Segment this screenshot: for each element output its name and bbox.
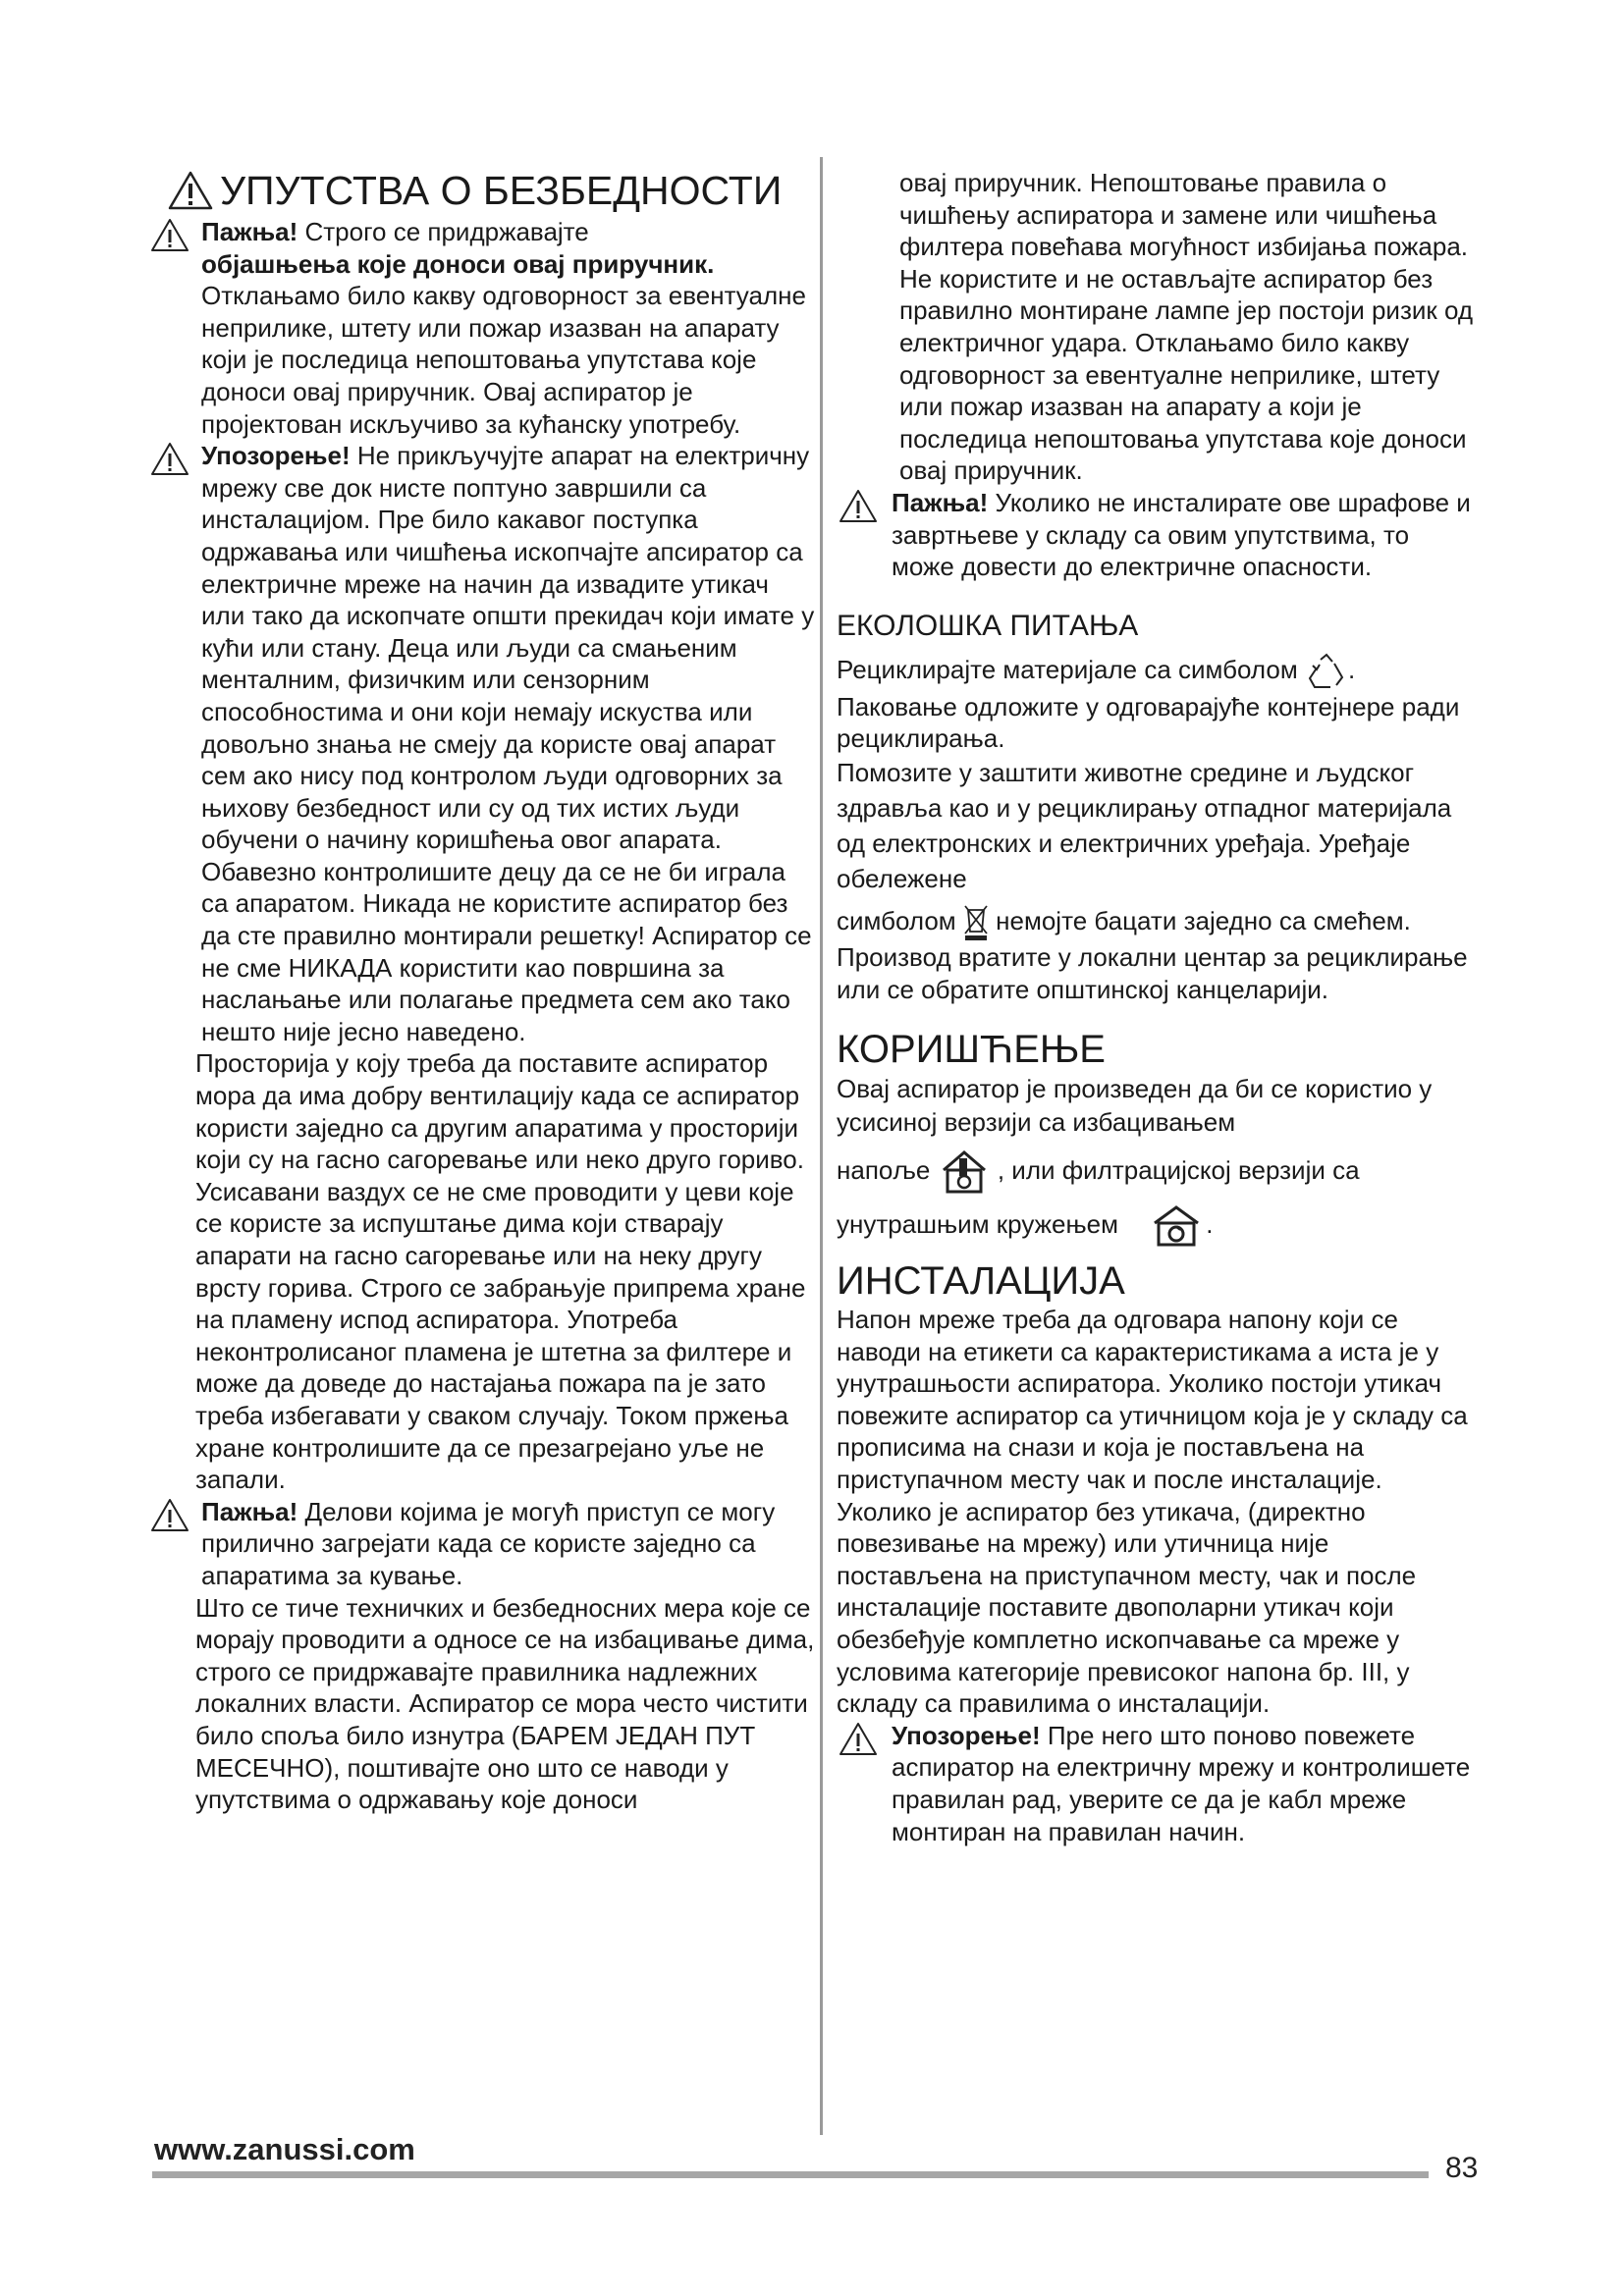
recirculation-mode-icon [1147, 1203, 1206, 1249]
warning-triangle-icon [839, 1722, 878, 1757]
footer-rule [152, 2171, 1429, 2178]
warning-block-2 [201, 440, 815, 1047]
installation-title: ИНСТАЛАЦИЈА [837, 1259, 1125, 1304]
warning-block-5 [837, 1720, 1475, 1847]
warning-1-text-c: Отклањамо било какву одговорност за евентуалне неприлике, штету или пожар изазван на апарату који је последица непоштовања упутстава које доноси овај приручник. Овај аспиратор је пројектован искључиво за кућанску употребу. [201, 281, 806, 439]
installation-plug: Уколико је аспиратор без утикача, (директно повезивање на мрежу) или утичница није постављена на приступачном месту, чак и после инсталације поставите двополарни утикач који обезбеђује комплетно ископчавање са мреже у условима категорије превисоког напона бр. III, у складу са правилима о инсталацији. [837, 1496, 1417, 1719]
safety-title [167, 167, 815, 214]
warning-block-3 [201, 1496, 815, 1592]
page-number: 83 [1445, 2152, 1479, 2184]
ecology-title: ЕКОЛОШКА ПИТАЊА [837, 609, 1139, 642]
warning-triangle-icon [150, 218, 189, 253]
recycle-icon [1305, 652, 1348, 691]
usage-recirculation-end: . [1206, 1208, 1214, 1239]
warning-3-label: Пажња! [201, 1496, 298, 1526]
ecology-weee-text-a: симболом [837, 905, 956, 935]
column-divider [820, 157, 823, 2135]
warning-4-text [892, 487, 1475, 583]
warning-4-body: Уколико не инсталирате ове шрафове и завртњеве у складу са овим упутствима, то може довести до електричне опасности. [892, 487, 1471, 582]
warning-5-text [892, 1720, 1475, 1847]
ecology-weee-text-b: немојте бацати заједно са смећем. Производ вратите у локални центар за рециклирање или се обратите општинској канцеларији. [837, 905, 1468, 1004]
warning-4-label: Пажња! [892, 487, 989, 517]
warning-1-text-b: објашњења које доноси овај приручник. [201, 248, 715, 279]
warning-triangle-icon [167, 170, 214, 211]
warning-triangle-icon [150, 1498, 189, 1533]
installation-voltage: Напон мреже треба да одговара напону који се наводи на етикети са карактеристикама а иста је у унутрашњости аспиратора. Уколико постоји утикач повежите аспиратор са утичницом која је у складу са прописима на снази и која је постављена на приступачном месту чак и после инсталације. [837, 1305, 1468, 1495]
ecology-recycle-end: . [1347, 654, 1356, 684]
right-column [837, 167, 1475, 1847]
warning-2-text [201, 440, 815, 1047]
ecology-recycle-line [837, 652, 1475, 691]
extraction-mode-icon [938, 1148, 991, 1196]
cleaning-paragraph: овај приручник. Непоштовање правила о чишћењу аспиратора и замене или чишћења филтера повећава могућност избијања пожара. Не користите и не остављајте аспиратор без правилно монтиране лампе јер постоји ризик од електричног удара. Отклањамо било какву одговорност за евентуалне неприлике, штету или пожар изазван на апарату а који је последица непоштовања упутстава које доноси овај приручник. [899, 168, 1474, 486]
warning-3-text [201, 1496, 815, 1592]
usage-extraction-line [837, 1148, 1475, 1196]
ventilation-paragraph: Просторија у коју треба да поставите аспиратор мора да има добру вентилацију када се аспиратор користи заједно са другим апаратима у просторији који су на гасно сагоревање или неко друго гориво. Усисавани ваздух се не сме проводити у цеви које се користе за испуштање дима који стварају апарати на гасно сагоревање или на неку другу врсту горива. Строго се забрањује припрема хране на пламену испод аспиратора. Употреба неконтролисаног пламена је штетна за филтере и може да доведе до настајања пожара па је зато треба избегавати у сваком случају. Током пржења хране контролишите да се презагрејано уље не запали. [195, 1048, 806, 1495]
warning-1-text [201, 216, 815, 440]
footer-website-link[interactable]: www.zanussi.com [154, 2132, 415, 2166]
usage-title: КОРИШЋЕЊЕ [837, 1028, 1106, 1072]
warning-1-text-a: Строго се придржавајте [304, 217, 589, 246]
warning-block-1 [201, 216, 815, 440]
usage-recirculation-text: унутрашњим кружењем [837, 1208, 1118, 1239]
ecology-packaging: Паковање одложите у одговарајуће контејнере ради рециклирања. [837, 691, 1460, 754]
warning-triangle-icon [839, 489, 878, 524]
warning-5-body: Пре него што поново повежете аспиратор на електричну мрежу и контролишете правилан рад, уверите се да је кабл мреже монтиран на правилан начин. [892, 1720, 1471, 1846]
ecology-weee [837, 904, 1475, 1005]
warning-triangle-icon [150, 442, 189, 477]
usage-text: Овај аспиратор је произведен да би се користио у усисиној верзији са избацивањем [837, 1074, 1433, 1138]
usage-filtration-text: , или филтрацијској верзији са [997, 1154, 1360, 1185]
warning-5-label: Упозорење! [892, 1720, 1041, 1750]
warning-3-body: Делови којима је могућ приступ се могу прилично загрејати када се користе заједно са апаратима за кување. [201, 1496, 776, 1590]
usage-extraction-text: напоље [837, 1154, 931, 1185]
safety-title-text: УПУТСТВА О БЕЗБЕДНОСТИ [220, 168, 783, 213]
usage-recirculation-line [837, 1203, 1475, 1249]
warning-2-body: Не прикључујте апарат на електричну мрежу све док нисте поптуно завршили са инсталацијом. Пре било какавог поступка одржавања или чишћења ископчајте апсиратор са електричне мреже на начин да извадите утикач или тако да ископчате општи прекидач који имате у кући или стану. Деца или људи са смањеним менталним, физичким или сензорним способностима и они који немају искуства или довољно знања не смеју да користе овај апарат сем ако нису под контролом људи одговорних за њихову безбедност или су од тих истих људи обучени о начину коришћења овог апарата. Обавезно контролишите децу да се не би играла са апаратом. Никада не користите аспиратор без да сте правилно монтирали решетку! Аспиратор се не сме НИКАДА користити као површина за наслањање или полагање предмета сем ако тако нешто није јесно наведено. [201, 441, 815, 1046]
left-column [195, 167, 815, 1816]
ecology-recycle-text: Рециклирајте материјале са симболом [837, 654, 1298, 684]
weee-bin-icon [963, 904, 989, 941]
warning-2-label: Упозорење! [201, 441, 351, 471]
warning-1-label: Пажња! [201, 217, 298, 246]
warning-block-4 [837, 487, 1475, 583]
ecology-environment: Помозите у заштити животне средине и људског здравља као и у рециклирању отпадног материјала од електронских и електричних уређаја. Уређаје обележене [837, 757, 1452, 893]
maintenance-paragraph: Што се тиче техничких и безбедносних мера које се морају проводити а односе се на избацивање дима, строго се придржавајте правилника надлежних локалних власти. Аспиратор се мора често чистити било споља било изнутра (БАРЕМ ЈЕДАН ПУТ МЕСЕЧНО), поштивајте оно што се наводи у упутствима о одржавању које доноси [195, 1592, 815, 1815]
